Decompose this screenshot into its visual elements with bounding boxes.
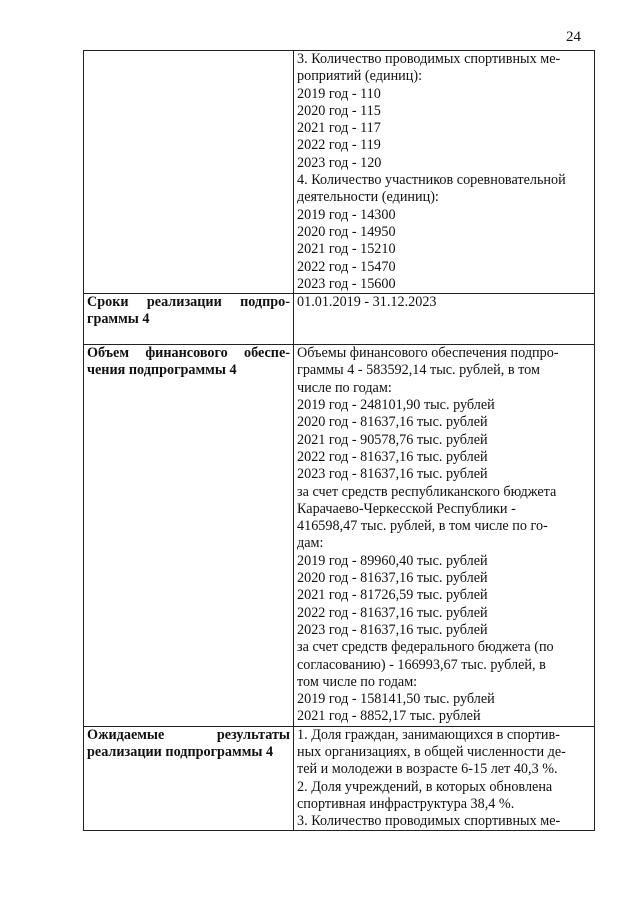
program-passport-table bbox=[83, 50, 595, 831]
cell-line: 2021 год - 8852,17 тыс. рублей bbox=[297, 708, 481, 725]
cell-line: 2019 год - 14300 bbox=[297, 206, 396, 223]
cell-line: спортивная инфраструктура 38,4 %. bbox=[297, 795, 515, 812]
expected-results-label: Ожидаемые результаты реализации подпрограммы 4 bbox=[84, 726, 294, 831]
cell-line: 2023 год - 81637,16 тыс. рублей bbox=[297, 621, 488, 638]
page-number: 24 bbox=[566, 29, 581, 45]
cell-line: ных организациях, в общей численности де- bbox=[297, 743, 566, 760]
cell-line: 2022 год - 81637,16 тыс. рублей bbox=[297, 604, 488, 621]
table-row bbox=[84, 726, 595, 831]
cell-line: 2. Доля учреждений, в которых обновлена bbox=[297, 778, 553, 795]
cell-line: Карачаево-Черкесской Республики - bbox=[297, 500, 516, 517]
cell-line: 1. Доля граждан, занимающихся в спортив- bbox=[297, 726, 560, 743]
cell-line: 2019 год - 89960,40 тыс. рублей bbox=[297, 552, 488, 569]
cell-line: 2019 год - 158141,50 тыс. рублей bbox=[297, 691, 495, 708]
cell-line: 01.01.2019 - 31.12.2023 bbox=[297, 294, 437, 311]
cell-line: 2020 год - 81637,16 тыс. рублей bbox=[297, 414, 488, 431]
cell-line: тей и молодежи в возрасте 6-15 лет 40,3 %. bbox=[297, 761, 558, 778]
cell-line: 3. Количество проводимых спортивных ме- bbox=[297, 813, 561, 830]
cell-line: 2020 год - 81637,16 тыс. рублей bbox=[297, 570, 488, 587]
cell-line: дам: bbox=[297, 535, 324, 552]
cell-line: Объемы финансового обеспечения подпро- bbox=[297, 345, 559, 362]
cell-line: за счет средств республиканского бюджета bbox=[297, 483, 557, 500]
cell-line: 2023 год - 120 bbox=[297, 154, 382, 171]
cell-line: 2020 год - 14950 bbox=[297, 223, 396, 240]
cell-line: за счет средств федерального бюджета (по bbox=[297, 639, 554, 656]
expected-results-cell bbox=[294, 726, 595, 831]
cell-line: 2021 год - 81726,59 тыс. рублей bbox=[297, 587, 488, 604]
funding-volume-cell bbox=[294, 345, 595, 727]
table-row bbox=[84, 345, 595, 727]
cell-line: 2019 год - 110 bbox=[297, 85, 381, 102]
cell-line: 416598,47 тыс. рублей, в том числе по го- bbox=[297, 518, 548, 535]
cell-line: согласованию) - 166993,67 тыс. рублей, в bbox=[297, 656, 546, 673]
cell-line: числе по годам: bbox=[297, 379, 392, 396]
cell-line: 2021 год - 117 bbox=[297, 120, 381, 137]
cell-line: 2022 год - 15470 bbox=[297, 258, 396, 275]
table-row bbox=[84, 51, 595, 294]
cell-line: 2021 год - 90578,76 тыс. рублей bbox=[297, 431, 488, 448]
funding-volume-label: Объем финансового обеспе-чения подпрограммы 4 bbox=[84, 345, 294, 727]
sports-indicators-cell bbox=[294, 51, 595, 294]
cell-line: 2022 год - 81637,16 тыс. рублей bbox=[297, 448, 488, 465]
cell-line: граммы 4 - 583592,14 тыс. рублей, в том bbox=[297, 362, 540, 379]
cell-line: 2020 год - 115 bbox=[297, 102, 381, 119]
cell-line: том числе по годам: bbox=[297, 673, 418, 690]
cell-line: 4. Количество участников соревновательной bbox=[297, 172, 566, 189]
cell-line: 2023 год - 81637,16 тыс. рублей bbox=[297, 466, 488, 483]
cell-line: деятельности (единиц): bbox=[297, 189, 439, 206]
implementation-period-cell bbox=[294, 294, 595, 345]
row-label-empty bbox=[84, 51, 294, 294]
cell-line: 2022 год - 119 bbox=[297, 137, 381, 154]
table-row bbox=[84, 294, 595, 345]
cell-line: 2021 год - 15210 bbox=[297, 241, 396, 258]
cell-line: 2023 год - 15600 bbox=[297, 275, 396, 292]
cell-line: 3. Количество проводимых спортивных ме- bbox=[297, 51, 561, 67]
cell-line: роприятий (единиц): bbox=[297, 68, 423, 85]
cell-line: 2019 год - 248101,90 тыс. рублей bbox=[297, 397, 495, 414]
implementation-period-label: Сроки реализации подпро-граммы 4 bbox=[84, 294, 294, 345]
